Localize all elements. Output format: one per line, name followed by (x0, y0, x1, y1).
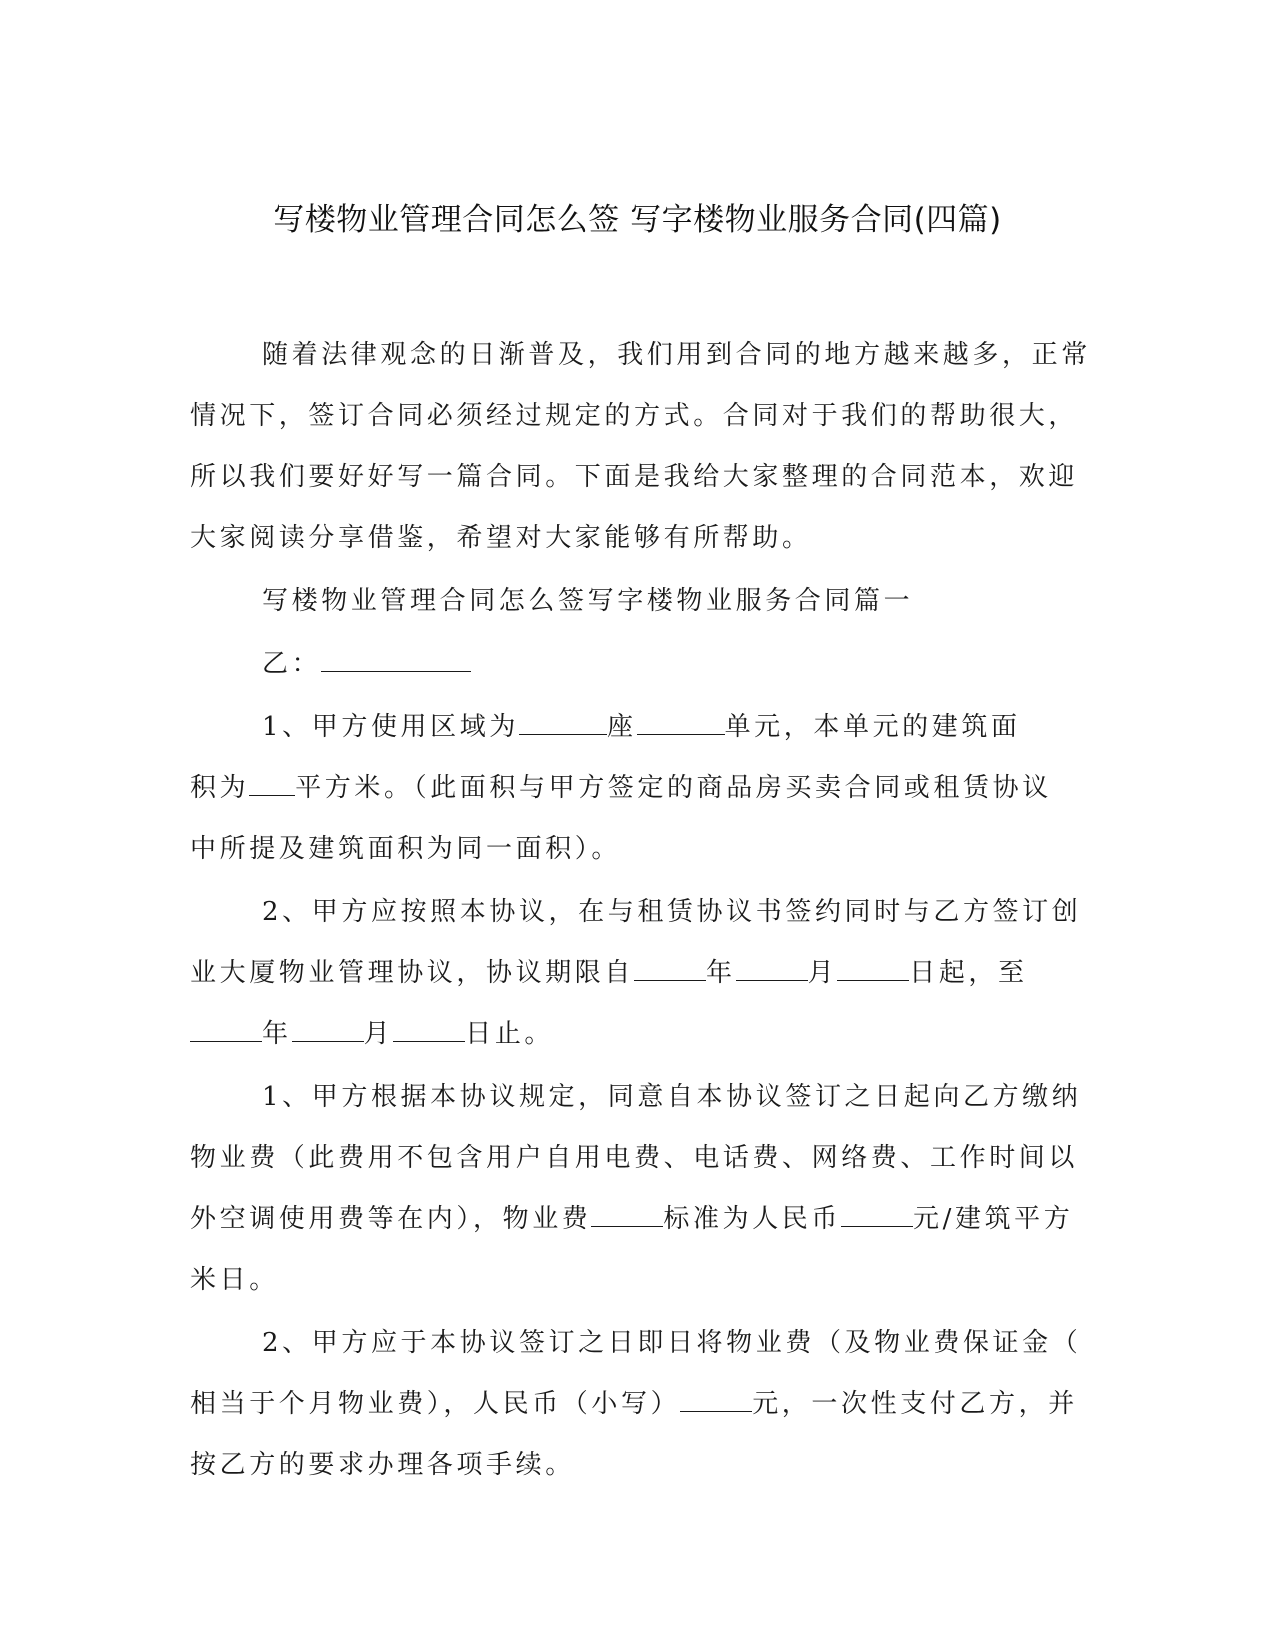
intro-line: 所以我们要好好写一篇合同。下面是我给大家整理的合同范本，欢迎 (190, 462, 1079, 492)
clause-text: 元，一次性支付乙方，并 (752, 1389, 1078, 1419)
clause-line (190, 943, 1080, 1004)
start-month-blank (736, 958, 808, 981)
section-heading-text: 写楼物业管理合同怎么签写字楼物业服务合同篇一 (262, 586, 914, 616)
document-body (190, 325, 1091, 1498)
clause-text: 外空调使用费等在内），物业费 (190, 1204, 592, 1234)
clause-text: 年 (706, 958, 736, 988)
party-b-blank (321, 649, 471, 672)
clause-text: 月 (807, 958, 838, 988)
fee-blank (591, 1204, 663, 1227)
party-b-line (190, 634, 1080, 695)
clause-text: 平方米。（此面积与甲方签定的商品房买卖合同或租赁协议 (295, 773, 1052, 803)
clause-line: 中所提及建筑面积为同一面积）。 (190, 834, 622, 864)
end-month-blank (292, 1019, 364, 1042)
amount-blank (680, 1389, 752, 1412)
clause-text: 1、甲方使用区域为 (262, 712, 519, 742)
party-b-label: 乙： (262, 649, 322, 679)
clause-text: 日起，至 (909, 958, 1028, 988)
clause-text: 积为 (190, 773, 250, 803)
clause-text: 月 (363, 1019, 394, 1049)
clause-text: 元/建筑平方 (913, 1204, 1074, 1234)
rate-blank (841, 1204, 913, 1227)
party-b-row (190, 634, 1080, 695)
clause-text: 日止。 (465, 1019, 555, 1049)
start-day-blank (837, 958, 909, 981)
clause-line: 1、甲方根据本协议规定，同意自本协议签订之日起向乙方缴纳 (262, 1082, 1082, 1112)
section-heading (190, 571, 1080, 632)
clause-line (190, 1374, 1080, 1435)
clause-text: 业大厦物业管理协议，协议期限自 (190, 958, 635, 988)
clause-line: 米日。 (190, 1265, 279, 1295)
clause-text: 相当于个月物业费），人民币（小写） (190, 1389, 681, 1419)
clause-line (190, 758, 1080, 819)
clause-line (190, 1189, 1080, 1250)
clause-text: 标准为人民币 (663, 1204, 842, 1234)
clause-line: 2、甲方应按照本协议，在与租赁协议书签约同时与乙方签订创 (262, 897, 1082, 927)
intro-line: 随着法律观念的日渐普及，我们用到合同的地方越来越多，正常 (262, 340, 1091, 370)
clause-text: 年 (262, 1019, 292, 1049)
clause-line: 物业费（此费用不包含用户自用电费、电话费、网络费、工作时间以 (190, 1143, 1079, 1173)
clause-line: 按乙方的要求办理各项手续。 (190, 1450, 575, 1480)
end-year-blank (190, 1019, 262, 1042)
intro-paragraph (190, 325, 1091, 569)
end-day-blank (393, 1019, 465, 1042)
clause-text: 单元，本单元的建筑面 (724, 712, 1021, 742)
unit-blank (637, 712, 725, 735)
clause-agreement-term (190, 882, 1080, 1065)
area-blank (249, 773, 295, 796)
clause-line (190, 1004, 1080, 1065)
clause-usage-area (190, 697, 1080, 880)
building-blank (519, 712, 607, 735)
clause-payment (190, 1313, 1080, 1496)
intro-line: 情况下，签订合同必须经过规定的方式。合同对于我们的帮助很大， (190, 401, 1079, 431)
document-title: 写楼物业管理合同怎么签 写字楼物业服务合同(四篇) (273, 202, 1002, 238)
clause-text: 座 (606, 712, 637, 742)
clause-line (190, 697, 1080, 758)
start-year-blank (634, 958, 706, 981)
clause-line: 2、甲方应于本协议签订之日即日将物业费（及物业费保证金（ (262, 1328, 1082, 1358)
clause-property-fee (190, 1067, 1080, 1311)
intro-line: 大家阅读分享借鉴，希望对大家能够有所帮助。 (190, 523, 812, 553)
